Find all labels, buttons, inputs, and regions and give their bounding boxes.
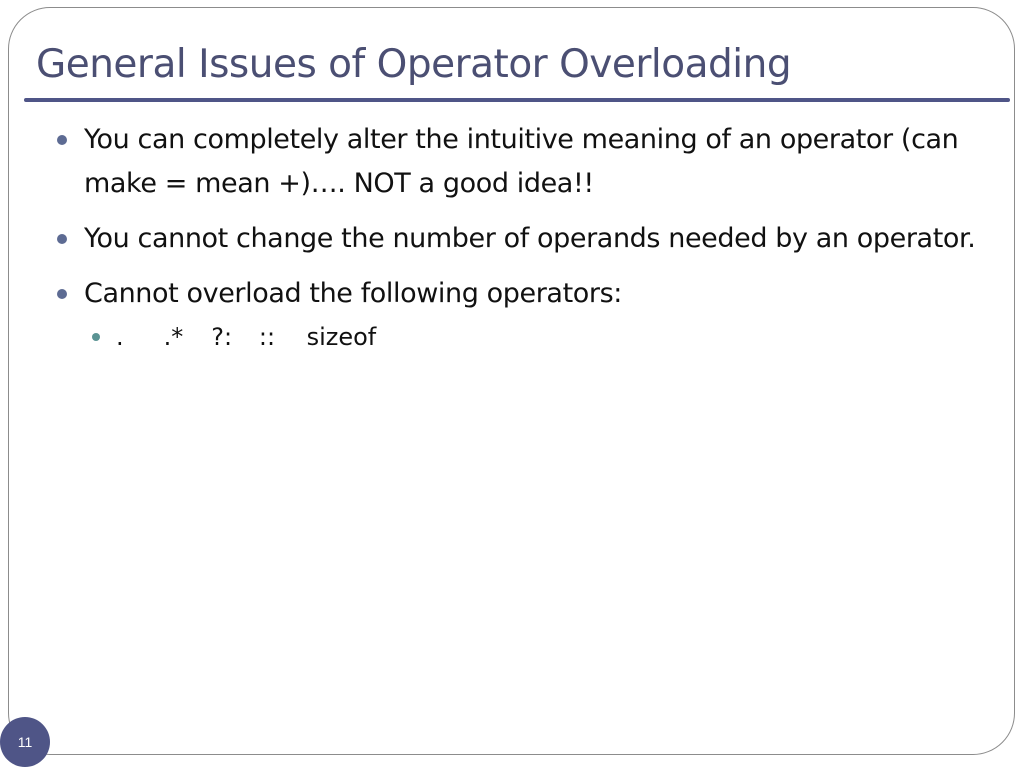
bullet-dot-icon (57, 289, 67, 299)
slide-body (54, 118, 984, 355)
operator-sizeof: sizeof (306, 323, 377, 351)
bullet-dot-icon (57, 135, 67, 145)
sub-bullet-dot-icon (92, 333, 100, 341)
bullet-item (54, 118, 984, 206)
bullet-dot-icon (57, 234, 67, 244)
operator-scope: :: (258, 323, 276, 351)
operator-dot: . (116, 323, 124, 351)
title-underline (24, 98, 1010, 102)
bullet-text: Cannot overload the following operators: (84, 278, 622, 309)
page-number-badge: 11 (0, 717, 50, 767)
operator-ternary: ?: (211, 323, 233, 351)
bullet-item (54, 217, 984, 261)
sub-bullet-operators (90, 319, 984, 355)
bullet-text: You cannot change the number of operands needed by an operator. (84, 223, 976, 254)
bullet-item (54, 272, 984, 316)
operator-dot-star: .* (163, 323, 184, 351)
slide-title: General Issues of Operator Overloading (36, 42, 792, 87)
bullet-text: You can completely alter the intuitive meaning of an operator (can make = mean +)…. NOT a good idea!! (84, 124, 959, 199)
